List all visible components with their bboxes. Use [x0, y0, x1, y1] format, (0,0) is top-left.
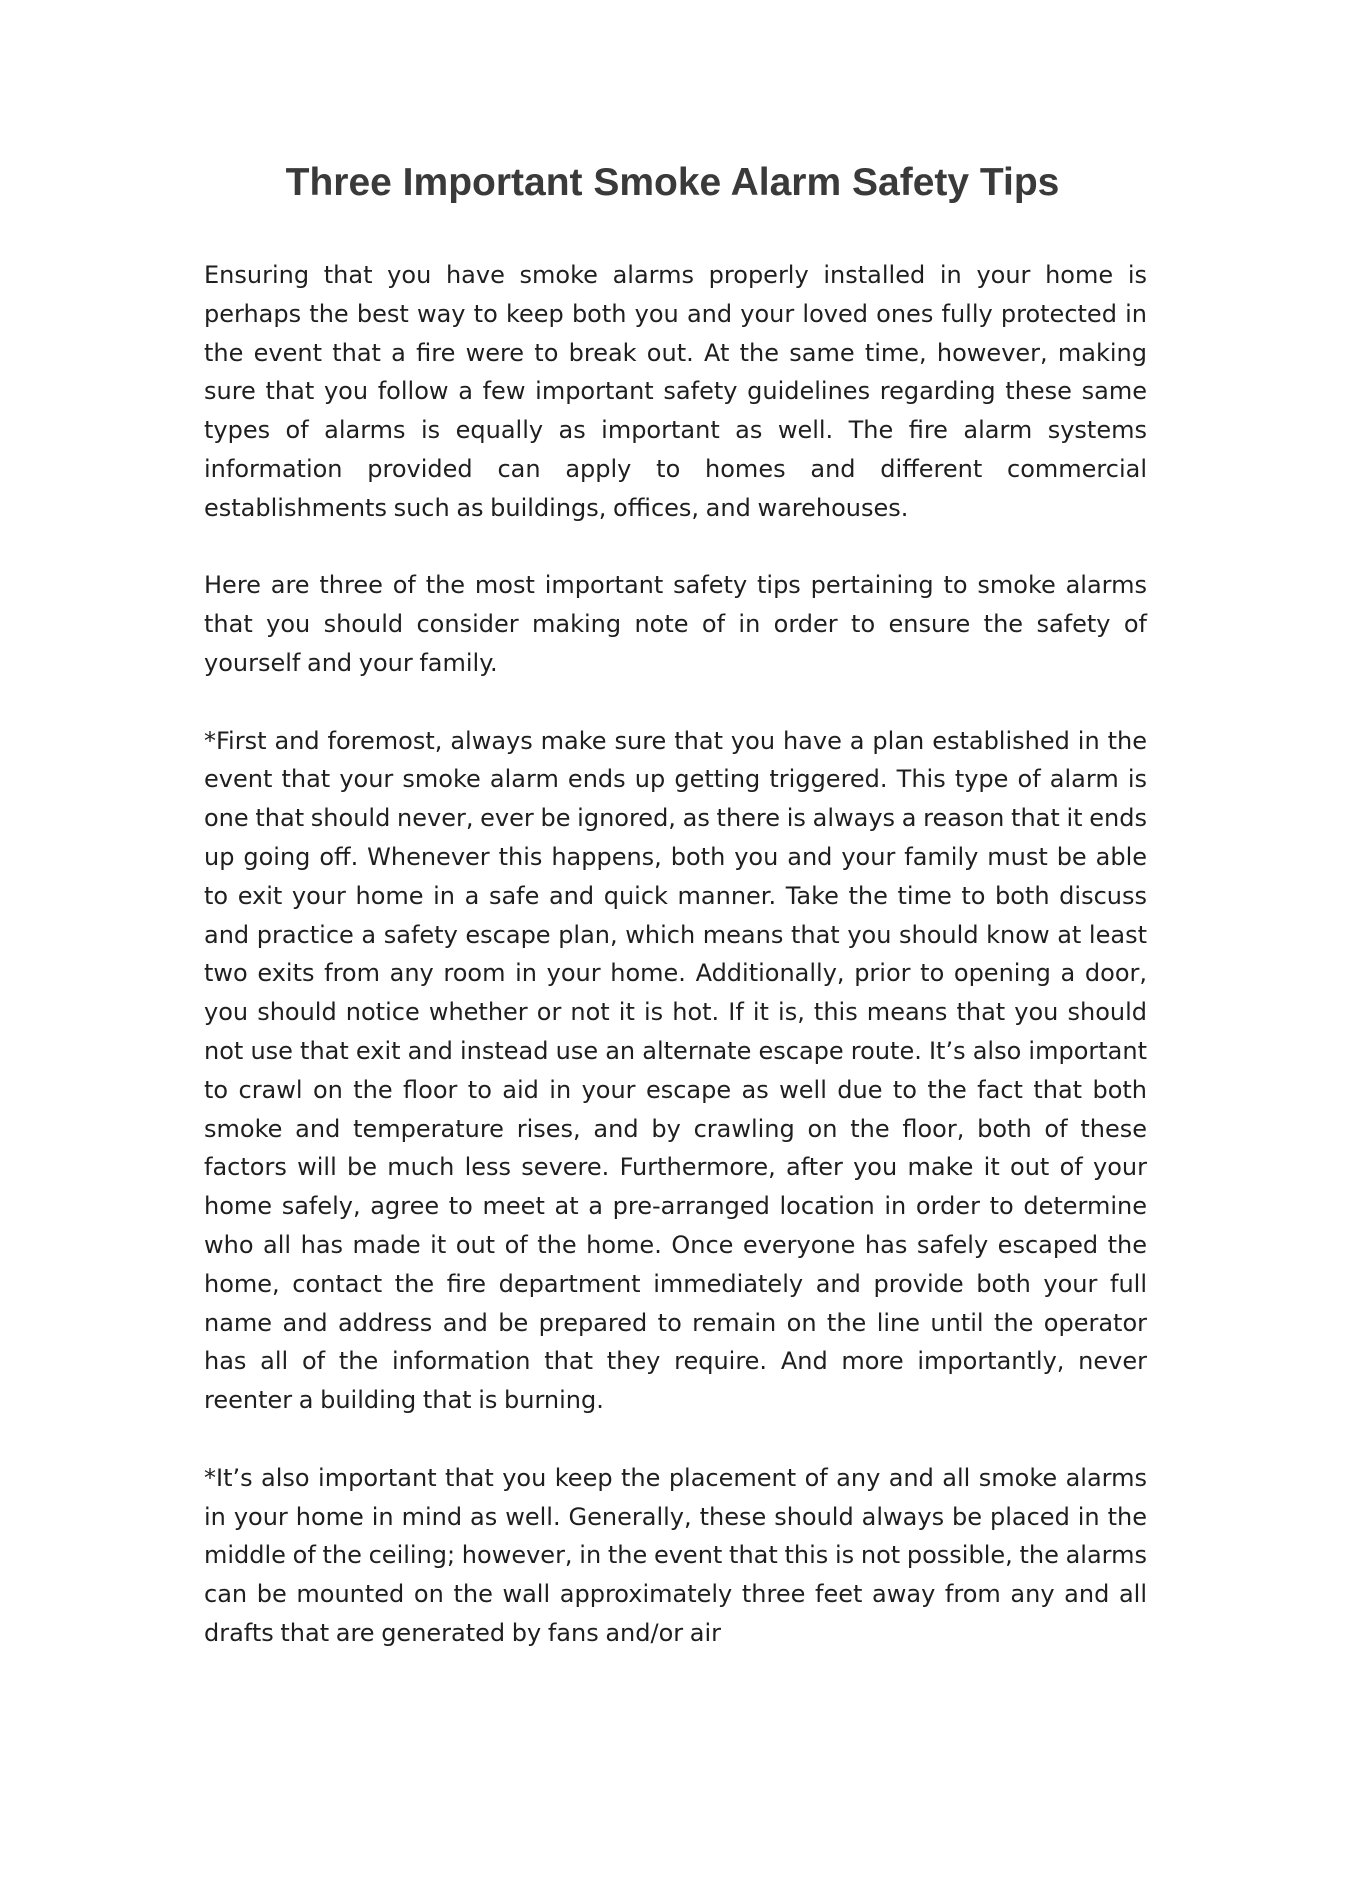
paragraph-tip-placement: *It’s also important that you keep the placement of any and all smoke alarms in your home in mind as well. Generally, these should always be placed in the middle of the ceiling; however, in the event that this is not possible, the alarms can be mounted on the wall approximately three feet away from any and all drafts that are generated by fans and/or air	[204, 1463, 1147, 1647]
document-title: Three Important Smoke Alarm Safety Tips	[285, 161, 1060, 204]
paragraph-overview: Here are three of the most important safety tips pertaining to smoke alarms that you should consider making note of in order to ensure the safety of yourself and your family.	[204, 571, 1147, 677]
paragraph-intro: Ensuring that you have smoke alarms properly installed in your home is perhaps the best way to keep both you and your loved ones fully protected in the event that a fire were to break out. At the same time, however, making sure that you follow a few important safety guidelines regarding these same types of alarms is equally as important as well. The fire alarm systems information provided can apply to homes and different commercial establishments such as buildings, offices, and warehouses.	[204, 261, 1147, 522]
document-body	[204, 256, 1147, 1653]
paragraph-tip-escape-plan: *First and foremost, always make sure that you have a plan established in the event that your smoke alarm ends up getting triggered. This type of alarm is one that should never, ever be ignored, as there is always a reason that it ends up going off. Whenever this happens, both you and your family must be able to exit your home in a safe and quick manner. Take the time to both discuss and practice a safety escape plan, which means that you should know at least two exits from any room in your home. Additionally, prior to opening a door, you should notice whether or not it is hot. If it is, this means that you should not use that exit and instead use an alternate escape route. It’s also important to crawl on the floor to aid in your escape as well due to the fact that both smoke and temperature rises, and by crawling on the floor, both of these factors will be much less severe. Furthermore, after you make it out of your home safely, agree to meet at a pre-arranged location in order to determine who all has made it out of the home. Once everyone has safely escaped the home, contact the fire department immediately and provide both your full name and address and be prepared to remain on the line until the operator has all of the information that they require. And more importantly, never reenter a building that is burning.	[204, 726, 1147, 1415]
